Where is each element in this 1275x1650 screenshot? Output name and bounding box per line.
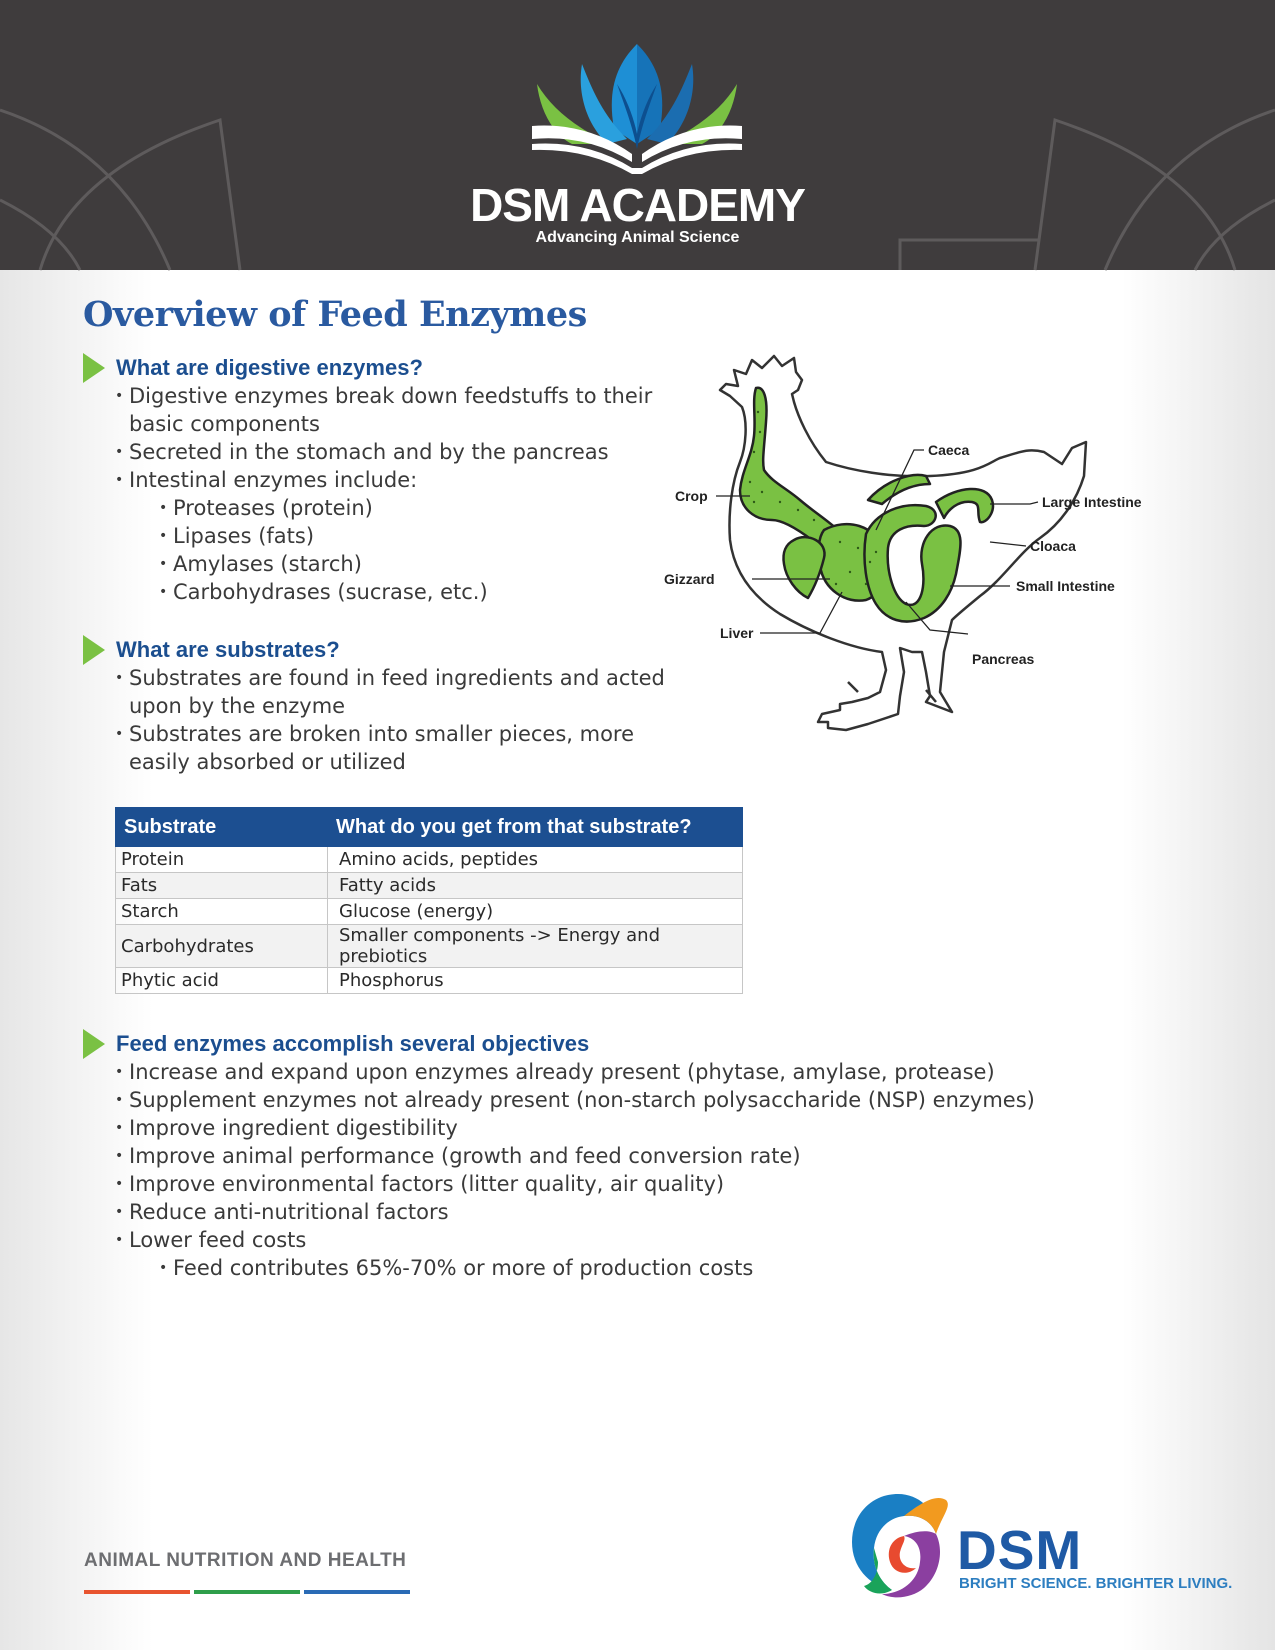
table-header-row: [116, 808, 743, 847]
bullet-item: • Reduce anti-nutritional factors: [115, 1200, 449, 1224]
table-cell: Starch: [116, 899, 328, 925]
label-gizzard: Gizzard: [664, 571, 715, 587]
sub-bullet-item: • Lipases (fats): [159, 524, 315, 548]
section-digestive-enzymes: [83, 354, 652, 606]
label-caeca: Caeca: [928, 442, 970, 458]
bullet-item: • Digestive enzymes break down feedstuffs to their: [115, 384, 653, 408]
table-cell: Glucose (energy): [328, 899, 743, 925]
bullet-item: • Substrates are found in feed ingredients and acted: [115, 666, 665, 690]
footer-color-bars: [84, 1579, 414, 1598]
section-title: What are digestive enzymes?: [116, 355, 423, 380]
label-cloaca: Cloaca: [1030, 538, 1076, 554]
bullet-item: • Supplement enzymes not already present (non-starch polysaccharide (NSP) enzymes): [115, 1088, 1035, 1112]
dsm-logo-icon: [848, 1490, 954, 1602]
section-substrates: [83, 636, 665, 776]
substrate-table: [115, 807, 743, 994]
section-title: Feed enzymes accomplish several objectives: [116, 1031, 590, 1056]
table-cell: Amino acids, peptides: [328, 847, 743, 873]
table-cell: Phytic acid: [116, 968, 328, 994]
bullet-item: • Improve environmental factors (litter quality, air quality): [115, 1172, 725, 1196]
table-cell: Smaller components -> Energy and prebiotics: [328, 925, 743, 968]
bullet-continuation: easily absorbed or utilized: [129, 750, 406, 774]
table-row: [116, 899, 743, 925]
footer-bar: [84, 1590, 190, 1594]
table-cell: Protein: [116, 847, 328, 873]
green-arrow-icon: [83, 635, 105, 665]
section-heading: [83, 1030, 1035, 1058]
table-row: [116, 847, 743, 873]
bullet-continuation: basic components: [129, 412, 320, 436]
label-crop: Crop: [675, 488, 708, 504]
footer-bar: [304, 1590, 410, 1594]
dsm-academy-logo: [532, 44, 742, 174]
green-arrow-icon: [83, 1029, 105, 1059]
sub-bullet-item: • Feed contributes 65%-70% or more of production costs: [159, 1256, 754, 1280]
dsm-brand-name: DSM: [957, 1519, 1083, 1581]
academy-title: DSM ACADEMY: [470, 179, 805, 231]
page-title: Overview of Feed Enzymes: [83, 294, 587, 335]
dsm-tagline: BRIGHT SCIENCE. BRIGHTER LIVING.: [959, 1575, 1233, 1592]
table-cell: Fatty acids: [328, 873, 743, 899]
table-row: [116, 873, 743, 899]
table-header-cell: What do you get from that substrate?: [328, 808, 743, 847]
bullet-item: • Substrates are broken into smaller pieces, more: [115, 722, 635, 746]
bullet-item: • Increase and expand upon enzymes already present (phytase, amylase, protease): [115, 1060, 995, 1084]
bullet-item: • Improve ingredient digestibility: [115, 1116, 458, 1140]
sub-bullet-item: • Amylases (starch): [159, 552, 362, 576]
label-large-intestine: Large Intestine: [1042, 494, 1142, 510]
label-liver: Liver: [720, 625, 754, 641]
table-cell: Phosphorus: [328, 968, 743, 994]
section-heading: [83, 354, 652, 382]
table-row: [116, 968, 743, 994]
section-title: What are substrates?: [116, 637, 340, 662]
section-heading: [83, 636, 665, 664]
label-small-intestine: Small Intestine: [1016, 578, 1115, 594]
chicken-digestive-diagram: [664, 352, 1210, 772]
green-arrow-icon: [83, 353, 105, 383]
bullet-item: • Improve animal performance (growth and feed conversion rate): [115, 1144, 801, 1168]
academy-subtitle: Advancing Animal Science: [535, 229, 740, 246]
footer-division: ANIMAL NUTRITION AND HEALTH: [84, 1550, 407, 1571]
header-banner: [0, 0, 1275, 270]
table-cell: Fats: [116, 873, 328, 899]
sub-bullet-item: • Carbohydrases (sucrase, etc.): [159, 580, 488, 604]
bullet-item: • Lower feed costs: [115, 1228, 307, 1252]
bullet-item: • Intestinal enzymes include:: [115, 468, 418, 492]
table-cell: Carbohydrates: [116, 925, 328, 968]
label-pancreas: Pancreas: [972, 651, 1035, 667]
table-header-cell: Substrate: [116, 808, 328, 847]
sub-bullet-item: • Proteases (protein): [159, 496, 373, 520]
footer-bar: [194, 1590, 300, 1594]
bullet-continuation: upon by the enzyme: [129, 694, 346, 718]
bullet-item: • Secreted in the stomach and by the pancreas: [115, 440, 609, 464]
table-row: [116, 925, 743, 968]
section-objectives: [83, 1030, 1035, 1282]
